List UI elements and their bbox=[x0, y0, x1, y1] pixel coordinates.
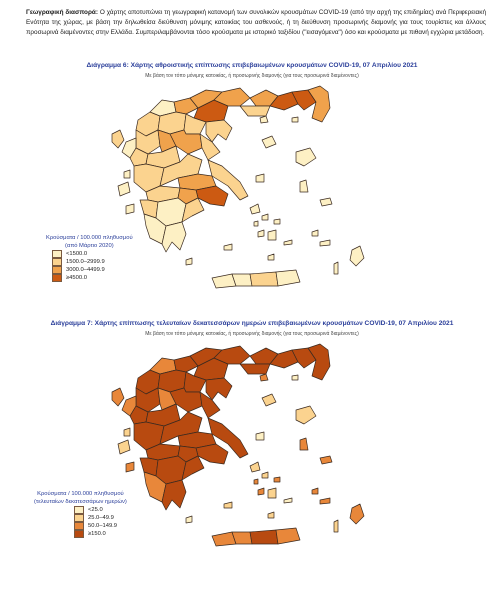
fig6-legend-label: 1500.0–2999.9 bbox=[66, 259, 105, 265]
fig7-region-kalymnos bbox=[312, 488, 318, 494]
fig6-region-andros bbox=[250, 204, 260, 214]
fig7-title: Διάγραμμα 7: Χάρτης επίπτωσης τελευταίων δεκατεσσάρων ημερών επιβεβαιωμένων κρουσμάτων COVID-19, 07 Απριλίου 2021 bbox=[50, 320, 454, 327]
fig7-region-andros bbox=[250, 462, 260, 472]
fig7-region-kythira bbox=[186, 516, 192, 523]
fig6-legend-label: <1500.0 bbox=[66, 251, 88, 257]
fig6-region-zakynthos bbox=[126, 204, 134, 214]
fig6-region-lesvos bbox=[296, 148, 316, 166]
intro-lead: Γεωγραφική διασπορά: bbox=[26, 9, 98, 16]
fig6-region-thasos bbox=[260, 116, 268, 123]
fig7-subtitle: Με βάση τον τόπο μόνιμης κατοικίας, ή προσωρινής διαμονής (για τους προσωρινά διαμένοντες) bbox=[145, 331, 359, 337]
fig7-region-lemnos bbox=[262, 394, 276, 406]
fig6-region-rhodes bbox=[350, 246, 364, 266]
fig7-legend-swatch bbox=[74, 522, 84, 530]
fig7-region-milos bbox=[224, 502, 232, 508]
fig6-region-lemnos bbox=[262, 136, 276, 148]
fig7-region-lesvos bbox=[296, 406, 316, 424]
fig7-region-amorgos bbox=[284, 498, 292, 503]
fig7-region-heraklion bbox=[250, 530, 278, 544]
fig6-region-laconia bbox=[162, 222, 186, 252]
fig7-legend-item bbox=[74, 522, 127, 530]
fig7-legend-swatch bbox=[74, 514, 84, 522]
fig7-region-chios bbox=[300, 438, 308, 450]
fig6-region-amorgos bbox=[284, 240, 292, 245]
fig6-legend-item bbox=[52, 250, 133, 258]
fig6-legend-swatch bbox=[52, 274, 62, 282]
fig7-region-lasithi bbox=[276, 528, 300, 544]
fig6-legend-item bbox=[52, 258, 133, 266]
fig6-region-naxos bbox=[268, 230, 276, 240]
fig7-region-laconia bbox=[162, 480, 186, 510]
fig7-region-naxos bbox=[268, 488, 276, 498]
fig6-region-chios bbox=[300, 180, 308, 192]
fig6-legend-label: 3000.0–4499.9 bbox=[66, 267, 105, 273]
fig6-legend-item bbox=[52, 274, 133, 282]
fig7-legend-swatch bbox=[74, 530, 84, 538]
fig6-region-lasithi bbox=[276, 270, 300, 286]
fig6-region-skyros bbox=[256, 174, 264, 182]
fig7-legend-label: 25.0–49.9 bbox=[88, 515, 114, 521]
fig7-legend-swatch bbox=[74, 506, 84, 514]
intro-paragraph bbox=[26, 8, 486, 38]
fig6-legend-title: Κρούσματα / 100.000 πληθυσμού bbox=[46, 235, 133, 241]
fig7-region-syros bbox=[254, 479, 258, 484]
fig6-region-kythira bbox=[186, 258, 192, 265]
fig7-region-karpathos bbox=[334, 520, 338, 532]
fig6-legend bbox=[46, 234, 133, 282]
fig6-region-syros bbox=[254, 221, 258, 226]
fig6-region-kefalonia bbox=[118, 182, 130, 196]
fig7-legend-item bbox=[74, 514, 127, 522]
fig6-region-samos bbox=[320, 198, 332, 206]
fig6-region-kavala bbox=[240, 106, 270, 116]
fig7-region-paros bbox=[258, 488, 264, 495]
fig7-legend bbox=[34, 490, 127, 538]
fig6-region-kos bbox=[320, 240, 330, 246]
fig7-legend-label: ≥150.0 bbox=[88, 531, 106, 537]
fig6-region-mykonos bbox=[274, 219, 280, 224]
fig6-region-santorini bbox=[268, 254, 274, 260]
fig7-region-kefalonia bbox=[118, 440, 130, 454]
fig7-legend-item bbox=[74, 530, 127, 538]
fig7-region-samothrace bbox=[292, 375, 298, 380]
fig7-legend-subtitle: (τελευταίων δεκατεσσάρων ημερών) bbox=[34, 499, 127, 505]
fig6-region-karpathos bbox=[334, 262, 338, 274]
fig7-region-zakynthos bbox=[126, 462, 134, 472]
fig7-region-thasos bbox=[260, 374, 268, 381]
fig7-region-kavala bbox=[240, 364, 270, 374]
fig6-title: Διάγραμμα 6: Χάρτης αθροιστικής επίπτωσης επιβεβαιωμένων κρουσμάτων COVID-19, 07 Απριλίου 2021 bbox=[86, 62, 418, 69]
fig7-region-lefkada bbox=[124, 428, 130, 436]
intro-text: Ο χάρτης αποτυπώνει τη γεωγραφική κατανομή των συνολικών κρουσμάτων COVID-19 (από την αρχή της επιδημίας) ανά Περιφερειακή Ενότητα της χώρας, με βάση την δηλωθείσα διεύθυνση μόνιμης κατοικίας του ασθενούς, ή τη διεύθυνση προσωρινής διαμονής για τους τουρίστες και άλλους προσωρινά διαμένοντες στην Ελλάδα. Συμπεριλαμβάνονται τόσο κρούσματα με ιστορικό ταξιδίου ("εισαγόμενα") όσο και κρούσματα με πιθανή εγχώρια μετάδοση. bbox=[26, 9, 487, 36]
fig6-region-samothrace bbox=[292, 117, 298, 122]
fig7-region-santorini bbox=[268, 512, 274, 518]
fig6-region-chalkidiki bbox=[206, 120, 232, 142]
fig7-legend-item bbox=[74, 506, 127, 514]
fig7-region-samos bbox=[320, 456, 332, 464]
fig7-legend-label: <25.0 bbox=[88, 507, 103, 513]
fig6-legend-subtitle: (από Μάρτιο 2020) bbox=[64, 243, 114, 249]
fig7-region-rhodes bbox=[350, 504, 364, 524]
fig7-region-tinos bbox=[262, 472, 268, 478]
fig6-legend-swatch bbox=[52, 258, 62, 266]
fig6-legend-swatch bbox=[52, 266, 62, 274]
fig6-legend-item bbox=[52, 266, 133, 274]
fig7-region-kos bbox=[320, 498, 330, 504]
fig7-region-mykonos bbox=[274, 477, 280, 482]
fig7-region-corfu bbox=[112, 388, 124, 406]
fig6-region-kalymnos bbox=[312, 230, 318, 236]
fig6-region-tinos bbox=[262, 214, 268, 220]
fig6-region-paros bbox=[258, 230, 264, 237]
fig7-region-skyros bbox=[256, 432, 264, 440]
fig6-subtitle: Με βάση τον τόπο μόνιμης κατοικίας, ή προσωρινής διαμονής (για τους προσωρινά διαμένοντες) bbox=[145, 73, 359, 79]
fig7-legend-title: Κρούσματα / 100.000 πληθυσμού bbox=[37, 491, 124, 497]
fig6-region-heraklion bbox=[250, 272, 278, 286]
fig6-region-milos bbox=[224, 244, 232, 250]
fig6-region-corfu bbox=[112, 130, 124, 148]
fig6-legend-label: ≥4500.0 bbox=[66, 275, 87, 281]
fig6-region-lefkada bbox=[124, 170, 130, 178]
fig7-legend-label: 50.0–149.9 bbox=[88, 523, 118, 529]
fig7-region-chalkidiki bbox=[206, 378, 232, 400]
fig6-legend-swatch bbox=[52, 250, 62, 258]
